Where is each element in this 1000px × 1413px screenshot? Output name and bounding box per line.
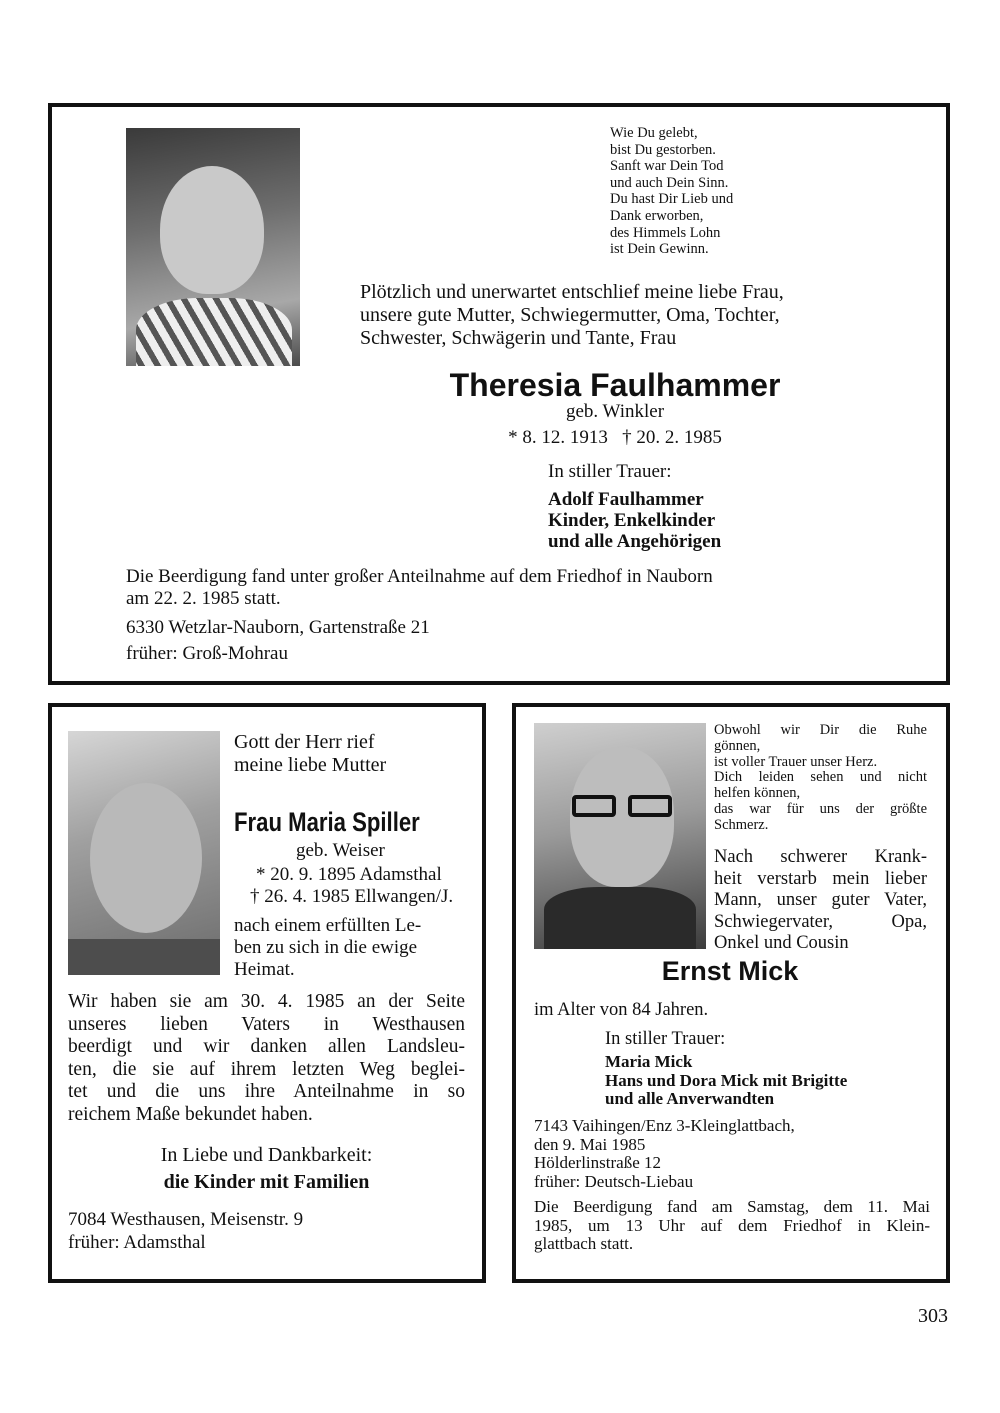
after-line: Heimat. (234, 959, 295, 980)
funeral-text-1 (126, 566, 713, 610)
poem-3 (714, 723, 927, 834)
poem-line: Schmerz. (714, 816, 769, 833)
after-line: ben zu sich in die ewige (234, 937, 418, 958)
body-line: unseres lieben Vaters in Westhausen (68, 1013, 465, 1035)
poem-line: Obwohl wir Dir die Ruhe (714, 722, 927, 738)
poem-line: gönnen, (714, 737, 761, 754)
poem-line: und auch Dein Sinn. (610, 174, 729, 191)
intro-text-1 (360, 281, 784, 350)
funeral-line: am 22. 2. 1985 statt. (126, 588, 281, 609)
poem-line: ist Dein Gewinn. (610, 241, 709, 258)
poem-line: bist Du gestorben. (610, 141, 716, 158)
mourner-line: Hans und Dora Mick mit Brigitte (605, 1070, 848, 1090)
funeral-text-3 (534, 1198, 930, 1254)
address-2: 7084 Westhausen, Meisenstr. 9 (68, 1209, 304, 1230)
birth-2: * 20. 9. 1895 Adamsthal (256, 864, 442, 885)
deceased-name-3: Ernst Mick (661, 956, 799, 986)
intro-line: Nach schwerer Krank- (714, 847, 927, 867)
after-line: nach einem erfüllten Le- (234, 915, 422, 936)
mourners-1 (548, 489, 721, 552)
poem-1 (610, 125, 733, 258)
body-line: ten, die sie auf ihrem letzten Weg beglei- (68, 1058, 465, 1080)
intro-line: unsere gute Mutter, Schwiegermutter, Oma, Tochter, (360, 304, 780, 326)
mourner-line: Adolf Faulhammer (548, 489, 704, 510)
intro-line: meine liebe Mutter (234, 754, 387, 776)
poem-line: Sanft war Dein Tod (610, 158, 724, 175)
intro-line: Schwiegervater, Opa, (714, 911, 927, 932)
address-line: Hölderlinstraße 12 (534, 1153, 661, 1172)
poem-line: des Himmels Lohn (610, 224, 721, 241)
maiden-name-2: geb. Weiser (296, 840, 385, 861)
poem-line: Du hast Dir Lieb und (610, 191, 734, 208)
life-dates-1: * 8. 12. 1913 † 20. 2. 1985 (508, 427, 722, 448)
age-3: im Alter von 84 Jahren. (534, 1000, 709, 1020)
mourners-3 (605, 1053, 847, 1109)
poem-line: ist voller Trauer unser Herz. (714, 753, 878, 770)
mourner-line: und alle Angehörigen (548, 531, 722, 552)
maiden-name-1: geb. Winkler (565, 401, 665, 422)
deceased-name-2: Frau Maria Spiller (234, 807, 420, 837)
closing-names-2: die Kinder mit Familien (163, 1171, 370, 1193)
intro-line: Onkel und Cousin (714, 933, 849, 953)
mourner-line: und alle Anverwandten (605, 1089, 775, 1108)
poem-line: Dich leiden sehen und nicht (714, 769, 927, 786)
after-text-2 (234, 915, 421, 981)
portrait-photo-theresia (126, 128, 300, 366)
poem-line: das war für uns der größte (714, 800, 927, 817)
former-residence-2: früher: Adamsthal (68, 1232, 206, 1253)
deceased-name-1: Theresia Faulhammer (449, 367, 781, 403)
page-number: 303 (918, 1305, 948, 1327)
body-line: Wir haben sie am 30. 4. 1985 an der Seite (68, 991, 465, 1012)
address-3 (534, 1117, 795, 1191)
funeral-line: Die Beerdigung fand unter großer Anteilnahme auf dem Friedhof in Nauborn (126, 566, 713, 587)
intro-text-3 (714, 847, 927, 955)
address-line: 7143 Vaihingen/Enz 3-Kleinglattbach, (534, 1116, 795, 1135)
body-line: beerdigt und wir danken allen Landsleu- (68, 1036, 465, 1057)
intro-line: Plötzlich und unerwartet entschlief meine liebe Frau, (360, 281, 784, 303)
body-text-2 (68, 991, 465, 1126)
portrait-photo-ernst (534, 723, 706, 949)
intro-line: Mann, unser guter Vater, (714, 890, 927, 910)
death-2: † 26. 4. 1985 Ellwangen/J. (250, 886, 454, 907)
closing-label-2: In Liebe und Dankbarkeit: (160, 1144, 373, 1166)
poem-line: Wie Du gelebt, (610, 125, 698, 141)
funeral-line: 1985, um 13 Uhr auf dem Friedhof in Klein- (534, 1215, 930, 1235)
mourning-label-1: In stiller Trauer: (548, 461, 672, 482)
intro-text-2 (234, 731, 386, 777)
poem-line: Dank erworben, (610, 207, 704, 224)
address-1: 6330 Wetzlar-Nauborn, Gartenstraße 21 (126, 617, 430, 638)
address-line: früher: Deutsch-Liebau (534, 1171, 694, 1191)
intro-line: Gott der Herr rief (234, 731, 375, 753)
portrait-photo-maria (68, 731, 220, 975)
intro-line: heit verstarb mein lieber (714, 868, 927, 889)
body-line: tet und die uns ihre Anteilnahme in so (68, 1081, 465, 1102)
poem-line: helfen können, (714, 785, 801, 802)
funeral-line: Die Beerdigung fand am Samstag, dem 11. Mai (534, 1197, 930, 1216)
intro-line: Schwester, Schwägerin und Tante, Frau (360, 327, 677, 349)
funeral-line: glattbach statt. (534, 1234, 634, 1253)
mourner-line: Kinder, Enkelkinder (548, 510, 716, 531)
mourner-line: Maria Mick (605, 1052, 693, 1071)
mourning-label-3: In stiller Trauer: (605, 1029, 726, 1049)
address-line: den 9. Mai 1985 (534, 1134, 646, 1154)
body-line: reichem Maße bekundet haben. (68, 1103, 313, 1125)
former-residence-1: früher: Groß-Mohrau (126, 643, 288, 664)
